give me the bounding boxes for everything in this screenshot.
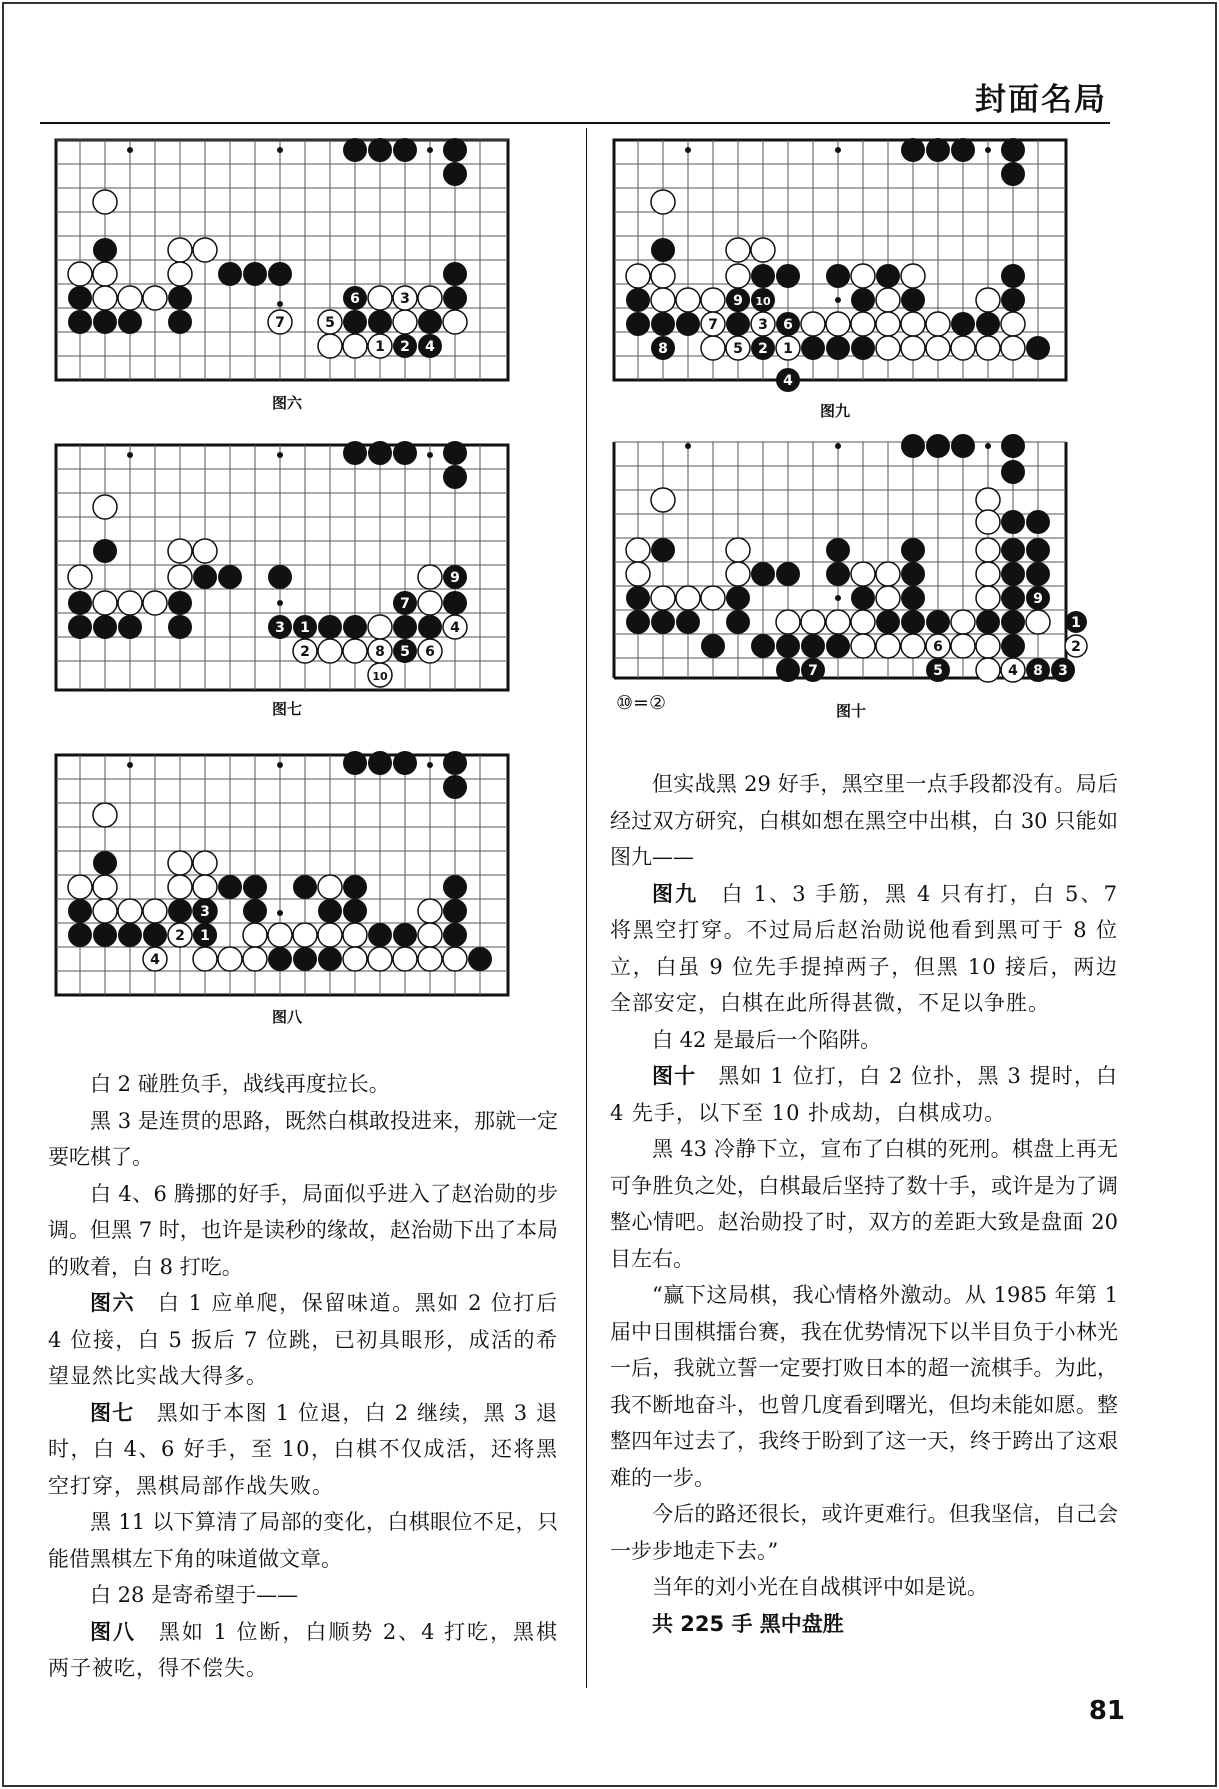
move-label: 4	[783, 373, 793, 389]
paragraph: 白 42 是最后一个陷阱。	[652, 1027, 882, 1052]
figure-6-note	[48, 1285, 558, 1395]
move-label: 9	[450, 570, 460, 586]
figure-6-caption: 图六	[272, 394, 303, 412]
page-number: 81	[1088, 1696, 1125, 1726]
go-diagram-figure-6	[50, 130, 520, 388]
move-label: 5	[325, 315, 335, 331]
paragraph: 黑 43 冷静下立，宣布了白棋的死刑。棋盘上再无可争胜负之处，白棋最后坚持了数十手，或许是为了调整心情吧。赵治勋投了时，双方的差距大致是盘面 20 目左右。	[610, 1137, 1118, 1271]
paragraph: “赢下这局棋，我心情格外激动。从 1985 年第 1 届中日围棋擂台赛，我在优势情况下以半目负于小林光一后，我就立誓一定要打败日本的超一流棋手。为此，我不断地奋斗，也曾几度看到曙光，但均未能如愿。整整四年过去了，我终于盼到了这一天，终于跨出了这艰难的一步。	[610, 1283, 1118, 1490]
paragraph: 当年的刘小光在自战棋评中如是说。	[652, 1575, 988, 1599]
note-label: 图十	[652, 1063, 697, 1088]
move-label: 8	[658, 341, 668, 357]
go-diagram-figure-10	[608, 432, 1088, 690]
move-label: 2	[300, 644, 310, 660]
go-diagram-figure-7	[50, 435, 520, 705]
move-label: 6	[350, 291, 360, 307]
figure-8-caption: 图八	[272, 1008, 303, 1026]
move-label: 7	[708, 317, 718, 333]
note-text: 白 1 应单爬，保留味道。黑如 2 位打后 4 位接，白 5 扳后 7 位跳，已初具眼形，成活的希望显然比实战大得多。	[48, 1291, 559, 1388]
move-label: 5	[400, 644, 410, 660]
paragraph: 白 2 碰胜负手，战线再度拉长。	[90, 1072, 390, 1096]
move-label: 2	[1071, 639, 1081, 655]
paragraph: 白 4、6 腾挪的好手，局面似乎进入了赵治勋的步调。但黑 7 时，也许是读秒的缘故，赵治勋下出了本局的败着，白 8 打吃。	[48, 1181, 558, 1279]
move-label: 6	[933, 639, 943, 655]
move-label: 4	[150, 952, 160, 968]
go-diagram-figure-9	[608, 130, 1078, 402]
figure-10-ko-note: ⑩=②	[616, 692, 666, 714]
move-label: 4	[425, 339, 435, 355]
move-label: 3	[200, 904, 210, 920]
move-label: 10	[755, 295, 771, 308]
figure-8-note	[48, 1614, 558, 1687]
move-label: 8	[1033, 663, 1043, 679]
paragraph: 今后的路还很长，或许更难行。但我坚信，自己会一步步地走下去。”	[610, 1502, 1118, 1563]
board-figure-8	[50, 745, 520, 1001]
note-text: 黑如 1 位打，白 2 位扑，黑 3 提时，白 4 先手，以下至 10 扑成劫，白棋成功。	[610, 1064, 1119, 1125]
move-label: 3	[758, 317, 768, 333]
move-label: 7	[400, 596, 410, 612]
move-label: 6	[425, 644, 435, 660]
note-text: 白 1、3 手筋，黑 4 只有打，白 5、7 将黑空打穿。不过局后赵治勋说他看到黑可于 8 位立，白虽 9 位先手提掉两子，但黑 10 接后，两边全部安定，白棋在此所得甚微，不足以争胜。	[610, 881, 1119, 1015]
move-label: 3	[275, 620, 285, 636]
figure-10-caption: 图十	[836, 702, 867, 720]
move-label: 5	[733, 341, 743, 357]
move-label: 2	[400, 339, 410, 355]
note-label: 图六	[90, 1290, 136, 1315]
move-label: 7	[275, 315, 285, 331]
move-label: 2	[758, 341, 768, 357]
board-figure-6	[50, 130, 520, 388]
move-label: 9	[1033, 591, 1043, 607]
note-text: 黑如 1 位断，白顺势 2、4 打吃，黑棋两子被吃，得不偿失。	[48, 1619, 559, 1680]
move-label: 4	[450, 620, 460, 636]
figure-7-note	[48, 1395, 558, 1505]
move-label: 1	[200, 928, 210, 944]
note-label: 图七	[90, 1399, 135, 1425]
move-label: 10	[372, 670, 388, 683]
move-label: 4	[1008, 663, 1018, 679]
paragraph: 黑 11 以下算清了局部的变化，白棋眼位不足，只能借黑棋左下角的味道做文章。	[48, 1510, 558, 1571]
column-divider	[586, 128, 587, 1688]
move-label: 8	[375, 644, 385, 660]
section-title: 封面名局	[975, 82, 1107, 118]
game-result: 共 225 手 黑中盘胜	[652, 1611, 844, 1636]
figure-7-caption: 图七	[272, 700, 303, 718]
board-figure-9	[608, 130, 1078, 402]
move-label: 1	[375, 339, 385, 355]
paragraph: 白 28 是寄希望于——	[90, 1583, 299, 1607]
right-text-column	[610, 766, 1118, 1642]
figure-10-note	[610, 1058, 1118, 1131]
move-label: 1	[1071, 615, 1081, 631]
left-text-column	[48, 1066, 558, 1687]
board-figure-7	[50, 435, 520, 705]
move-label: 5	[933, 663, 943, 679]
note-label: 图九	[652, 880, 699, 906]
move-label: 2	[175, 928, 185, 944]
move-label: 1	[783, 341, 793, 357]
figure-9-caption: 图九	[820, 402, 851, 420]
note-text: 黑如于本图 1 位退，白 2 继续，黑 3 退时，白 4、6 好手，至 10，白棋不仅成活，还将黑空打穿，黑棋局部作战失败。	[48, 1400, 559, 1498]
paragraph: 黑 3 是连贯的思路，既然白棋敢投进来，那就一定要吃棋了。	[48, 1108, 558, 1169]
header-rule	[40, 122, 1110, 124]
figure-9-note	[610, 876, 1118, 1022]
board-figure-10	[608, 432, 1088, 690]
move-label: 7	[808, 663, 818, 679]
move-label: 3	[1058, 663, 1068, 679]
move-label: 6	[783, 317, 793, 333]
paragraph: 但实战黑 29 好手，黑空里一点手段都没有。局后经过双方研究，白棋如想在黑空中出棋，白 30 只能如图九——	[610, 772, 1118, 869]
note-label: 图八	[90, 1618, 136, 1644]
move-label: 1	[300, 620, 310, 636]
go-diagram-figure-8	[50, 745, 520, 1001]
move-label: 9	[733, 293, 743, 309]
move-label: 3	[400, 291, 410, 307]
